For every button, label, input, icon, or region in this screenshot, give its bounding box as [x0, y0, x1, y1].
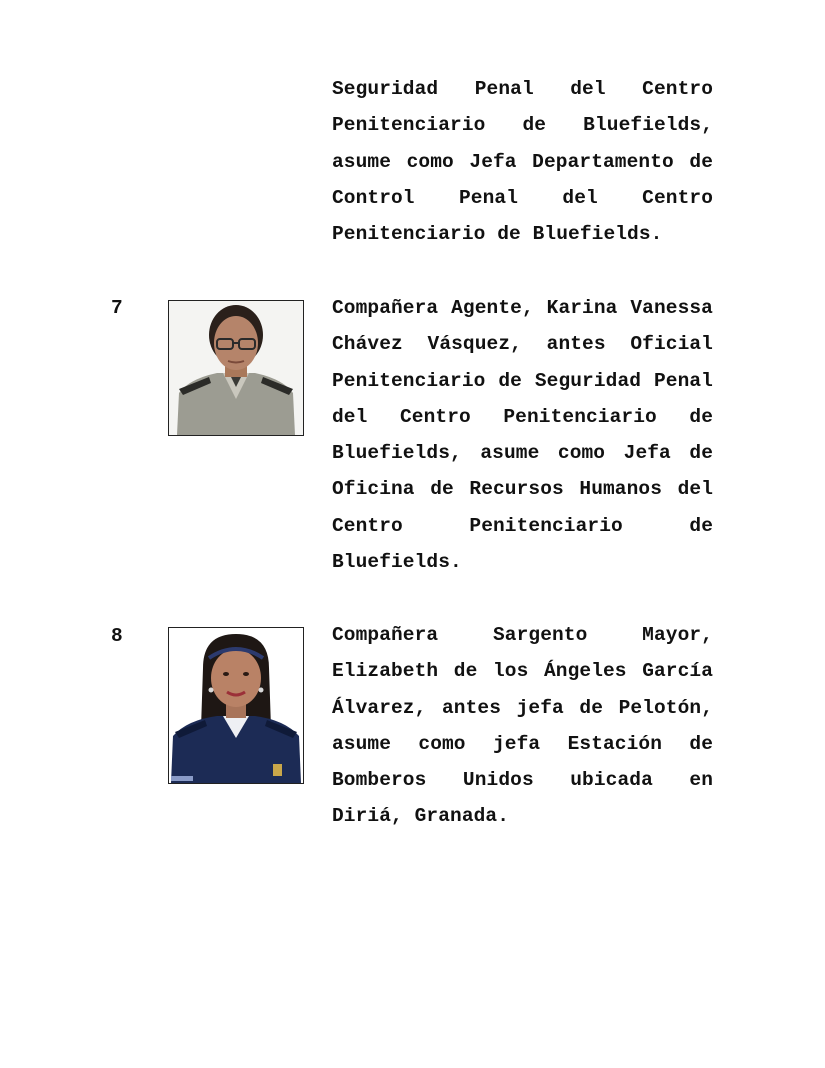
entry-description: Compañera Agente, Karina Vanessa Chávez Vásquez, antes Oficial Penitenciario de Seguridad Penal del Centro Penitenciario de Bluefields, asume como Jefa de Oficina de Recursos Humanos del Centro Penitenciario de Bluefields. [332, 297, 713, 574]
entry-number: 8 [111, 625, 123, 647]
entry-number: 7 [111, 297, 123, 319]
continuation-paragraph: Seguridad Penal del Centro Penitenciario de Bluefields, asume como Jefa Departamento de Control Penal del Centro Penitenciario de Bluefields. [332, 78, 713, 246]
entry-description: Compañera Sargento Mayor, Elizabeth de los Ángeles García Álvarez, antes jefa de Pelotón, asume como jefa Estación de Bomberos Unidos ubicada en Diriá, Granada. [332, 624, 713, 828]
portrait-photo [168, 300, 304, 436]
portrait-photo [168, 627, 304, 784]
